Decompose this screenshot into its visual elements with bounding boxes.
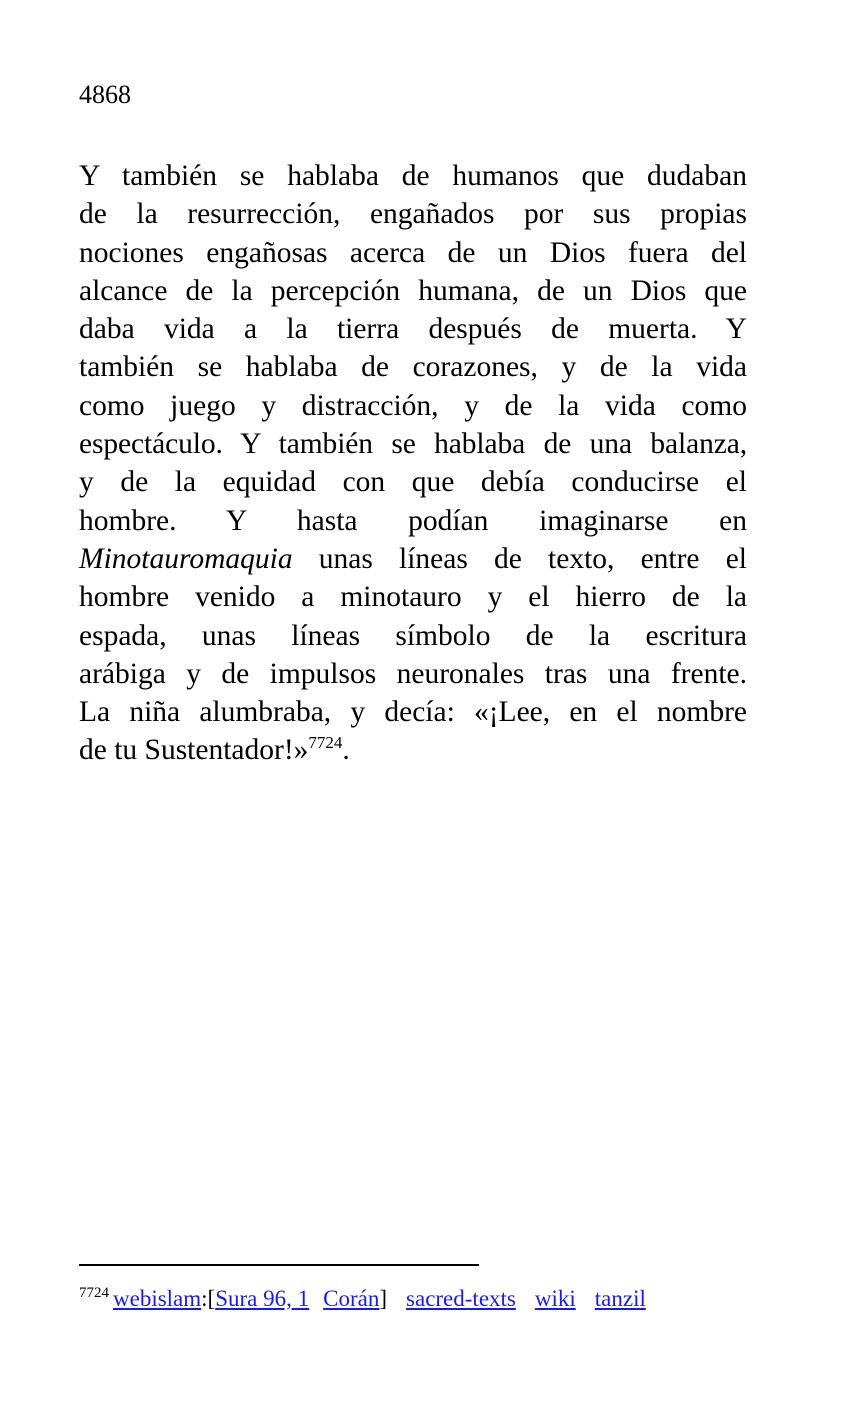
text-line: daba vida a la tierra después de muerta. Y [79,313,747,346]
text-line: hombre venido a minotauro y el hierro de la [79,581,747,614]
text-line: también se hablaba de corazones, y de la vida [79,351,747,384]
text-line: arábiga y de impulsos neuronales tras una frente. [79,657,747,690]
footnote-reference[interactable]: 7724 [308,733,343,753]
footnote-punctuation: :[ [201,1286,216,1311]
text-line: Y también se hablaba de humanos que dudaban [79,160,747,192]
footnote [79,1284,646,1314]
text-line: de la resurrección, engañados por sus propias [79,198,747,231]
body-paragraph [79,157,747,770]
webislam-link[interactable]: webislam [113,1286,202,1311]
text-line: alcance de la percepción humana, de un Dios que [79,274,747,307]
footnote-divider [79,1264,479,1266]
text-line: espada, unas líneas símbolo de la escritura [79,619,747,652]
text-line: La niña alumbraba, y decía: «¡Lee, en el nombre [79,696,747,729]
text-line [79,540,747,578]
italic-title: Minotauromaquia [79,542,293,575]
text-line: hombre. Y hasta podían imaginarse en [79,504,747,537]
sura-link[interactable]: Sura 96, 1 [215,1286,310,1311]
wiki-link[interactable]: wiki [534,1286,576,1311]
tanzil-link[interactable]: tanzil [594,1286,646,1311]
text-line [79,731,747,769]
text-line: y de la equidad con que debía conducirse el [79,466,747,499]
page-number: 4868 [79,80,131,109]
text-fragment: de tu Sustentador!» [79,734,309,767]
text-fragment: unas líneas de texto, entre el [292,542,747,575]
text-line: como juego y distracción, y de la vida como [79,389,747,422]
text-fragment: . [342,734,350,767]
text-line: nociones engañosas acerca de un Dios fuera del [79,236,747,269]
coran-link[interactable]: Corán [323,1286,380,1311]
footnote-number: 7724 [79,1285,109,1302]
text-line: espectáculo. Y también se hablaba de una balanza, [79,428,747,461]
footnote-punctuation: ] [379,1286,388,1311]
sacred-texts-link[interactable]: sacred-texts [406,1286,516,1311]
